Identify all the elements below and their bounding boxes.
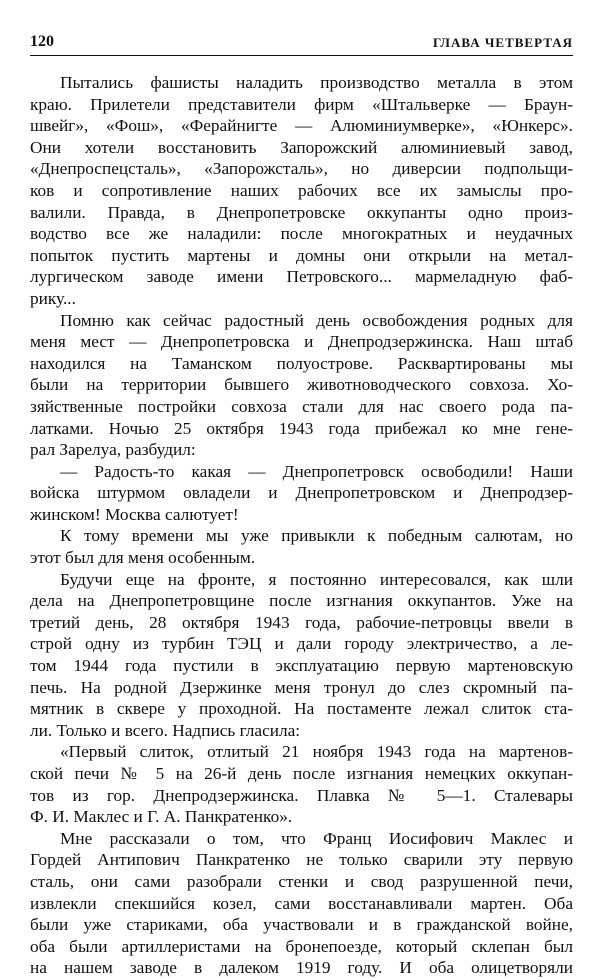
text-line: сталь, они сами разобрали стенки и свод разрушенной печи, bbox=[30, 871, 573, 891]
text-line: на нашем заводе в далеком 1919 году. И оба олицетворяли bbox=[30, 958, 573, 978]
page-body-text bbox=[30, 72, 573, 979]
text-line: войска штурмом овладели и Днепропетровском и Днепродзер- bbox=[30, 483, 573, 503]
text-line: дела на Днепропетровщине после изгнания оккупантов. Уже на bbox=[30, 591, 573, 611]
text-line: строй одну из турбин ТЭЦ и дали городу электричество, а ле- bbox=[30, 634, 573, 654]
text-line: ской печи № 5 на 26-й день после изгнания немецких оккупан- bbox=[30, 764, 573, 783]
text-line: Мне рассказали о том, что Франц Иосифович Маклес и bbox=[60, 828, 573, 848]
text-line: Помню как сейчас радостный день освобождения родных для bbox=[60, 310, 573, 330]
text-line: водство все же наладили: после многократных и неудачных bbox=[30, 224, 573, 244]
text-line: ков и сопротивление наших рабочих все их замыслы про- bbox=[30, 180, 573, 200]
text-line: извлекли спекшийся козел, сами восстанавливали мартен. Оба bbox=[30, 893, 573, 913]
text-line: тов из гор. Днепродзержинска. Плавка № 5—1. Сталевары bbox=[30, 785, 573, 805]
text-line: находился на Таманском полуострове. Расквартированы мы bbox=[30, 353, 573, 373]
text-line: попыток пустить мартены и домны они открыли на метал- bbox=[30, 245, 573, 265]
text-line: К тому времени мы уже привыкли к победным салютам, но bbox=[60, 526, 573, 546]
text-line: — Радость-то какая — Днепропетровск освободили! Наши bbox=[60, 461, 573, 481]
text-line: этот был для меня особенным. bbox=[30, 548, 256, 568]
text-line: оба были артиллеристами на бронепоезде, который склепан был bbox=[30, 936, 573, 956]
text-line: латками. Ночью 25 октября 1943 года прибежал ко мне гене- bbox=[30, 418, 573, 438]
chapter-title: ГЛАВА ЧЕТВЕРТАЯ bbox=[433, 35, 573, 50]
text-line: печь. На родной Дзержинке меня тронул до слез скромный па- bbox=[30, 677, 573, 697]
text-line: краю. Прилетели представители фирм «Штальверке — Браун- bbox=[30, 94, 573, 114]
text-line: валили. Правда, в Днепропетровске оккупанты одно произ- bbox=[30, 202, 573, 222]
text-line: швейг», «Фош», «Ферайнигте — Алюминиумверке», «Юнкерс». bbox=[30, 116, 573, 136]
text-line: были на территории бывшего животноводческого совхоза. Хо- bbox=[30, 375, 573, 395]
text-line: том 1944 года пустили в эксплуатацию первую мартеновскую bbox=[30, 656, 573, 676]
text-line: зяйственные постройки совхоза стали для нас своего рода па- bbox=[30, 396, 573, 416]
page-number: 120 bbox=[30, 33, 54, 50]
text-line: Пытались фашисты наладить производство металла в этом bbox=[60, 73, 573, 92]
text-line: Гордей Антипович Панкратенко не только сварили эту первую bbox=[30, 850, 573, 870]
text-line: мятник в сквере у проходной. На постаменте лежал слиток ста- bbox=[30, 699, 573, 719]
text-line: ли. Только и всего. Надпись гласила: bbox=[30, 720, 301, 740]
text-line: лургическом заводе имени Петровского... мармеладную фаб- bbox=[30, 267, 573, 287]
text-line: Они хотели восстановить Запорожский алюминиевый завод, bbox=[30, 137, 573, 157]
running-header bbox=[30, 33, 573, 56]
text-line: Будучи еще на фронте, я постоянно интересовался, как шли bbox=[60, 569, 573, 589]
text-line: рал Зарелуа, разбудил: bbox=[30, 440, 196, 460]
text-line: «Днепроспецсталь», «Запорожсталь», но диверсии подпольщи- bbox=[30, 159, 573, 179]
text-line: жинском! Москва салютует! bbox=[30, 504, 239, 524]
text-line: рику... bbox=[30, 288, 76, 308]
text-line: «Первый слиток, отлитый 21 ноября 1943 года на мартенов- bbox=[60, 742, 573, 762]
text-line: меня мест — Днепропетровска и Днепродзержинска. Наш штаб bbox=[30, 332, 573, 352]
text-line: Ф. И. Маклес и Г. А. Панкратенко». bbox=[30, 807, 293, 827]
text-line: третий день, 28 октября 1943 года, рабочие-петровцы ввели в bbox=[30, 612, 573, 632]
text-line: были уже стариками, оба участвовали и в гражданской войне, bbox=[30, 915, 573, 935]
